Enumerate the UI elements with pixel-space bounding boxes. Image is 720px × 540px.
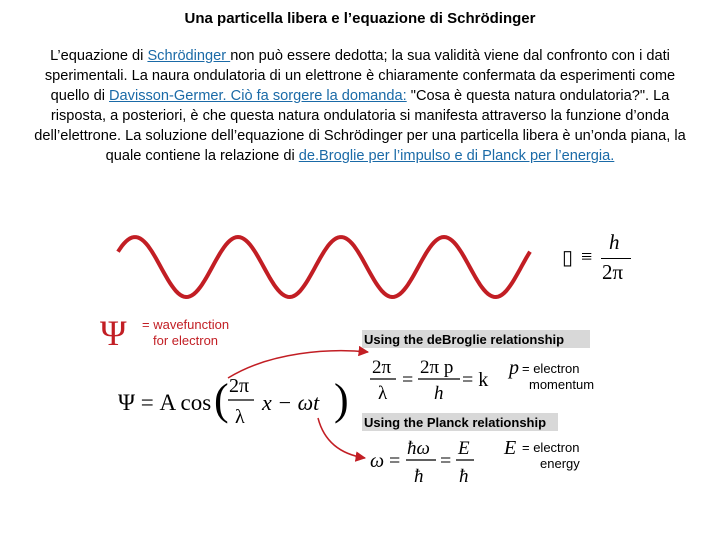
paragraph-text-2: non può essere dedotta; la sua validità viene dal confronto con i dati sperimentali. La naura ondulatoria di un elettrone è chiaramente confermata da esperimenti come quello di xyxy=(44,48,676,104)
k-eq-f2-den: h xyxy=(434,383,444,404)
psi-label-line1: = wavefunction xyxy=(142,317,230,332)
k-eq-equals: = xyxy=(402,369,414,391)
link-debroglie-planck[interactable]: de.Broglie per l’impulso e di Planck per l’energia. xyxy=(298,148,615,164)
planck-heading: Using the Planck relationship xyxy=(364,415,547,430)
omega-eq-f2-num: E xyxy=(458,438,470,459)
hbar-denominator: 2π xyxy=(602,260,624,284)
wave-eq-frac-num: 2π xyxy=(229,375,250,397)
hbar-numerator: h xyxy=(609,230,620,254)
link-davisson-germer[interactable]: Davisson-Germer. Ciò fa sorgere la domanda: xyxy=(109,88,407,104)
e-label-line2: energy xyxy=(540,456,580,471)
omega-eq-f2-den: ħ xyxy=(459,466,469,487)
wave-eq-lhs: Ψ = A cos xyxy=(118,390,212,415)
wave-eq-open-paren: ( xyxy=(214,375,229,424)
equiv-sign: ≡ xyxy=(581,246,593,268)
omega-eq-equals: = xyxy=(389,450,401,472)
omega-eq-f1-num: ħω xyxy=(407,438,430,459)
paragraph-text-3: "Cosa è questa natura ondulatoria?". La risposta, a posteriori, è che questa natura ondulatoria si manifesta attraverso la funzione d’onda dell’elettrone. La soluzione dell’equazione di Schrödinger per una particella libera è un’onda piana, la quale contiene la relazione di xyxy=(34,88,686,164)
hbar-symbol: ▯ xyxy=(562,247,574,269)
e-label-line1: = electron xyxy=(522,440,580,455)
debroglie-heading: Using the deBroglie relationship xyxy=(364,332,565,347)
k-eq-rhs: = k xyxy=(462,369,489,391)
wave-eq-frac-den: λ xyxy=(235,406,245,428)
wave-equation xyxy=(118,375,349,428)
omega-equation xyxy=(370,437,516,487)
arrow-to-k xyxy=(228,351,368,378)
k-equation xyxy=(370,357,519,404)
k-eq-f1-num: 2π xyxy=(372,357,392,378)
p-label-line1: = electron xyxy=(522,361,580,376)
link-schrodinger[interactable]: Schrödinger xyxy=(147,48,231,64)
omega-symbol: ω xyxy=(370,450,385,472)
arrow-to-omega xyxy=(318,418,365,458)
paragraph-text-1: L’equazione di xyxy=(50,48,148,64)
wave-eq-rest: x − ωt xyxy=(262,390,320,415)
e-symbol: E xyxy=(504,437,517,459)
page-title: Una particella libera e l’equazione di Schrödinger xyxy=(184,10,536,27)
omega-eq-f1-den: ħ xyxy=(414,466,424,487)
wave-eq-close-paren: ) xyxy=(334,375,349,424)
psi-label-line2: for electron xyxy=(153,333,219,348)
k-eq-f1-den: λ xyxy=(378,383,388,404)
psi-symbol: Ψ xyxy=(100,313,127,353)
p-symbol: p xyxy=(509,357,519,379)
k-eq-f2-num: 2π p xyxy=(420,357,454,378)
sine-wave xyxy=(118,237,530,297)
p-label-line2: momentum xyxy=(529,377,595,392)
omega-eq-equals-2: = xyxy=(440,450,452,472)
